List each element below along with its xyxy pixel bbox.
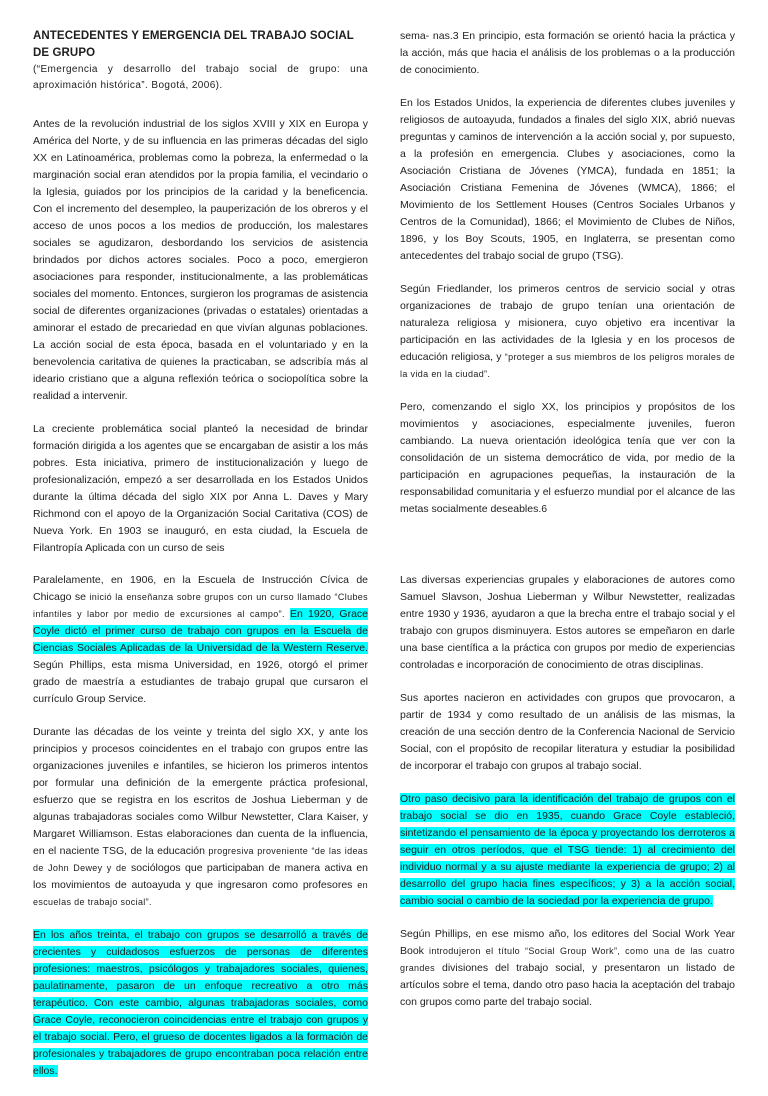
paragraph-text: Según Friedlander, los primeros centros de servicio social y otras organizaciones de trabajo de grupo tenían una orientación de naturaleza religiosa y misionera, cuyo objetivo era incentivar la participación en las actividades de la Iglesia y en los procesos de educación religiosa, y (400, 283, 735, 363)
quote: inició la enseñanza sobre grupos con un curso llamado “Clubes infantiles y labor por medio de excursiones al campo”. (33, 592, 369, 619)
paragraph-text: Según Phillips, en ese mismo año, los editores del Social Work Year Book (400, 928, 735, 957)
paragraph-text: sociólogos que participaban de manera activa en los movimientos de autoayuda y que ingresaron como profesores (33, 862, 368, 891)
paragraph (400, 281, 735, 383)
paragraph (400, 926, 735, 1011)
paragraph-text: divisiones del trabajo social, y presentaron un listado de artículos sobre el tema, dando otro paso hacia la aceptación del trabajo con grupos como parte del trabajo social. (400, 962, 735, 1008)
column-top-right (400, 28, 735, 534)
document-title: ANTECEDENTES Y EMERGENCIA DEL TRABAJO SOCIAL DE GRUPO (33, 30, 354, 59)
paragraph: Pero, comenzando el siglo XX, los principios y propósitos de los movimientos y asociaciones, especialmente juveniles, fueron cambiando. La nueva orientación ideológica tenía que ver con la consolidación de un sistema democrático de vida, por medio de la participación en agrupaciones pequeñas, la instauración de la responsabilidad comunitaria y el esfuerzo mundial por el alcance de las metas socialmente deseables.6 (400, 401, 735, 515)
quote: “proteger a sus miembros de los peligros morales de la vida en la ciudad”. (400, 352, 735, 379)
paragraph (400, 791, 735, 910)
paragraph: Sus aportes nacieron en actividades con grupos que provocaron, a partir de 1934 y como resultado de un análisis de las mismas, la creación de una sección dentro de la Conferencia Nacional de Servicio Social, con el propósito de recopilar literatura y estudiar la posibilidad de incorporar el trabajo con grupos al trabajo social. (400, 692, 735, 772)
paragraph: La creciente problemática social planteó la necesidad de brindar formación dirigida a los agentes que se encargaban de asistir a los más pobres. Esta iniciativa, primero de institucionalización y luego de profesionalización, empezó a ser desarrollada en los Estados Unidos durante la última década del siglo XIX por Anna L. Daves y Mary Richmond con el apoyo de la Organización Social Caritativa (COS) de Nueva York. En 1903 se inauguró, en esta ciudad, la Escuela de Filantropía Aplicada con un curso de seis (33, 423, 368, 554)
paragraph (33, 724, 368, 911)
highlighted-text: En los años treinta, el trabajo con grupos se desarrolló a través de crecientes y cuidadosos esfuerzos de personas de diferentes profesiones: maestros, psicólogos y trabajadores sociales, quienes, paulatinamente, pasaron de un enfoque recreativo a otro más terapéutico. Con este cambio, algunas trabajadoras sociales, como Grace Coyle, reconocieron coincidencias entre el trabajo con grupos y el trabajo social. Pero, el grueso de docentes ligados a la formación de profesionales y trabajadores de grupo encontraban poca relación entre ellos. (33, 929, 368, 1077)
paragraph: Antes de la revolución industrial de los siglos XVIII y XIX en Europa y América del Norte, y de su influencia en las primeras décadas del siglo XX en Latinoamérica, problemas como la pobreza, la enfermedad o la marginación social eran atendidos por la propia familia, el vecindario o la Iglesia, guiados por los principios de la caridad y la beneficencia. Con el incremento del desempleo, la pauperización de los obreros y el acceso de unos pocos a los medios de producción, los malestares sociales se agudizaron, desbordando los servicios de asistencia brindados por dichos actores sociales. Poco a poco, emergieron asociaciones para responder, institucionalmente, a las problemáticas sociales del momento. Entonces, surgieron los programas de asistencia social de diferentes organizaciones (privadas o estatales) orientadas a aminorar el estado de precariedad en que vivían algunas poblaciones. La acción social de esta época, basada en el voluntariado y en la benevolencia caritativa de quienes la practicaban, se adscribía más al ideario cristiano que a alguna reflexión teórica o sociopolítica sobre la realidad a intervenir. (33, 118, 368, 402)
paragraph (33, 927, 368, 1080)
paragraph (33, 572, 368, 708)
highlighted-text: En 1920, Grace Coyle dictó el primer curso de trabajo con grupos en la Escuela de Ciencias Sociales Aplicadas de la Universidad de la Western Reserve. (33, 608, 369, 654)
quote: introdujeron el título “Social Group Work”, como una de las cuatro grandes (400, 946, 735, 973)
quote: en escuelas de trabajo social”. (33, 880, 368, 907)
column-top-left (33, 28, 368, 573)
quote: progresiva proveniente “de las ideas de John Dewey y de (33, 846, 369, 873)
column-bottom-left (33, 572, 368, 1096)
paragraph: En los Estados Unidos, la experiencia de diferentes clubes juveniles y religiosos de autoayuda, fundados a finales del siglo XIX, abrió nuevas preguntas y caminos de intervención a la acción social y, por supuesto, a la profesión en emergencia. Clubes y asociaciones, como la Asociación Cristiana de Jóvenes (YMCA), fundada en 1851; la Asociación Cristiana Femenina de Jóvenes (WMCA), 1866; el Movimiento de los Settlement Houses (Centros Sociales Urbanos y Centros de la Comunidad), 1866; el Movimiento de Clubes de Niños, 1896, y los Boy Scouts, 1905, en Inglaterra, se presentan como antecedentes del trabajo social de grupo (TSG). (400, 97, 735, 262)
paragraph: Las diversas experiencias grupales y elaboraciones de autores como Samuel Slavson, Joshua Lieberman y Wilbur Newstetter, realizadas entre 1930 y 1936, ayudaron a que la brecha entre el trabajo social y el trabajo con grupos disminuyera. Estos autores se empeñaron en darle una base científica a la práctica con grupos por medio de experiencias controladas e incorporación de conocimiento de otras disciplinas. (400, 574, 735, 671)
paragraph: sema- nas.3 En principio, esta formación se orientó hacia la práctica y la acción, más que hacia el análisis de los problemas o a la producción de conocimiento. (400, 30, 735, 76)
paragraph-text: Según Phillips, esta misma Universidad, en 1926, otorgó el primer grado de maestría a estudiantes de trabajo grupal que cursaron el currículo Group Service. (33, 659, 368, 705)
paragraph-text: Durante las décadas de los veinte y treinta del siglo XX, y ante los principios y procesos coincidentes en el trabajo con grupos entre las organizaciones juveniles e infantiles, se hicieron los primeros intentos por formular una definición de la emergente práctica profesional, esfuerzo que se registra en los escritos de Joshua Lieberman y de algunas trabajadoras sociales como Wilbur Newstetter, Clara Kaiser, y Margaret Williamson. Estas elaboraciones dan cuenta de la influencia, en el naciente TSG, de la educación (33, 726, 368, 857)
paragraph-text: Paralelamente, en 1906, en la Escuela de Instrucción Cívica de Chicago se (33, 574, 368, 603)
highlighted-text: Otro paso decisivo para la identificación del trabajo de grupos con el trabajo social se dio en 1935, cuando Grace Coyle estableció, sintetizando el pensamiento de la época y proyectando los derroteros a seguir en otros períodos, que el TSG tiende: 1) al crecimiento del individuo normal y a su ajuste mediante la experiencia de grupo; 2) al desarrollo del grupo hacia fines específicos; y 3) a la acción social, cambio social o cambio de la sociedad por la experiencia de grupo. (400, 793, 735, 907)
column-bottom-right (400, 572, 735, 1027)
document-subtitle: (“Emergencia y desarrollo del trabajo social de grupo: una aproximación histórica”. Bogotá, 2006). (33, 64, 368, 91)
